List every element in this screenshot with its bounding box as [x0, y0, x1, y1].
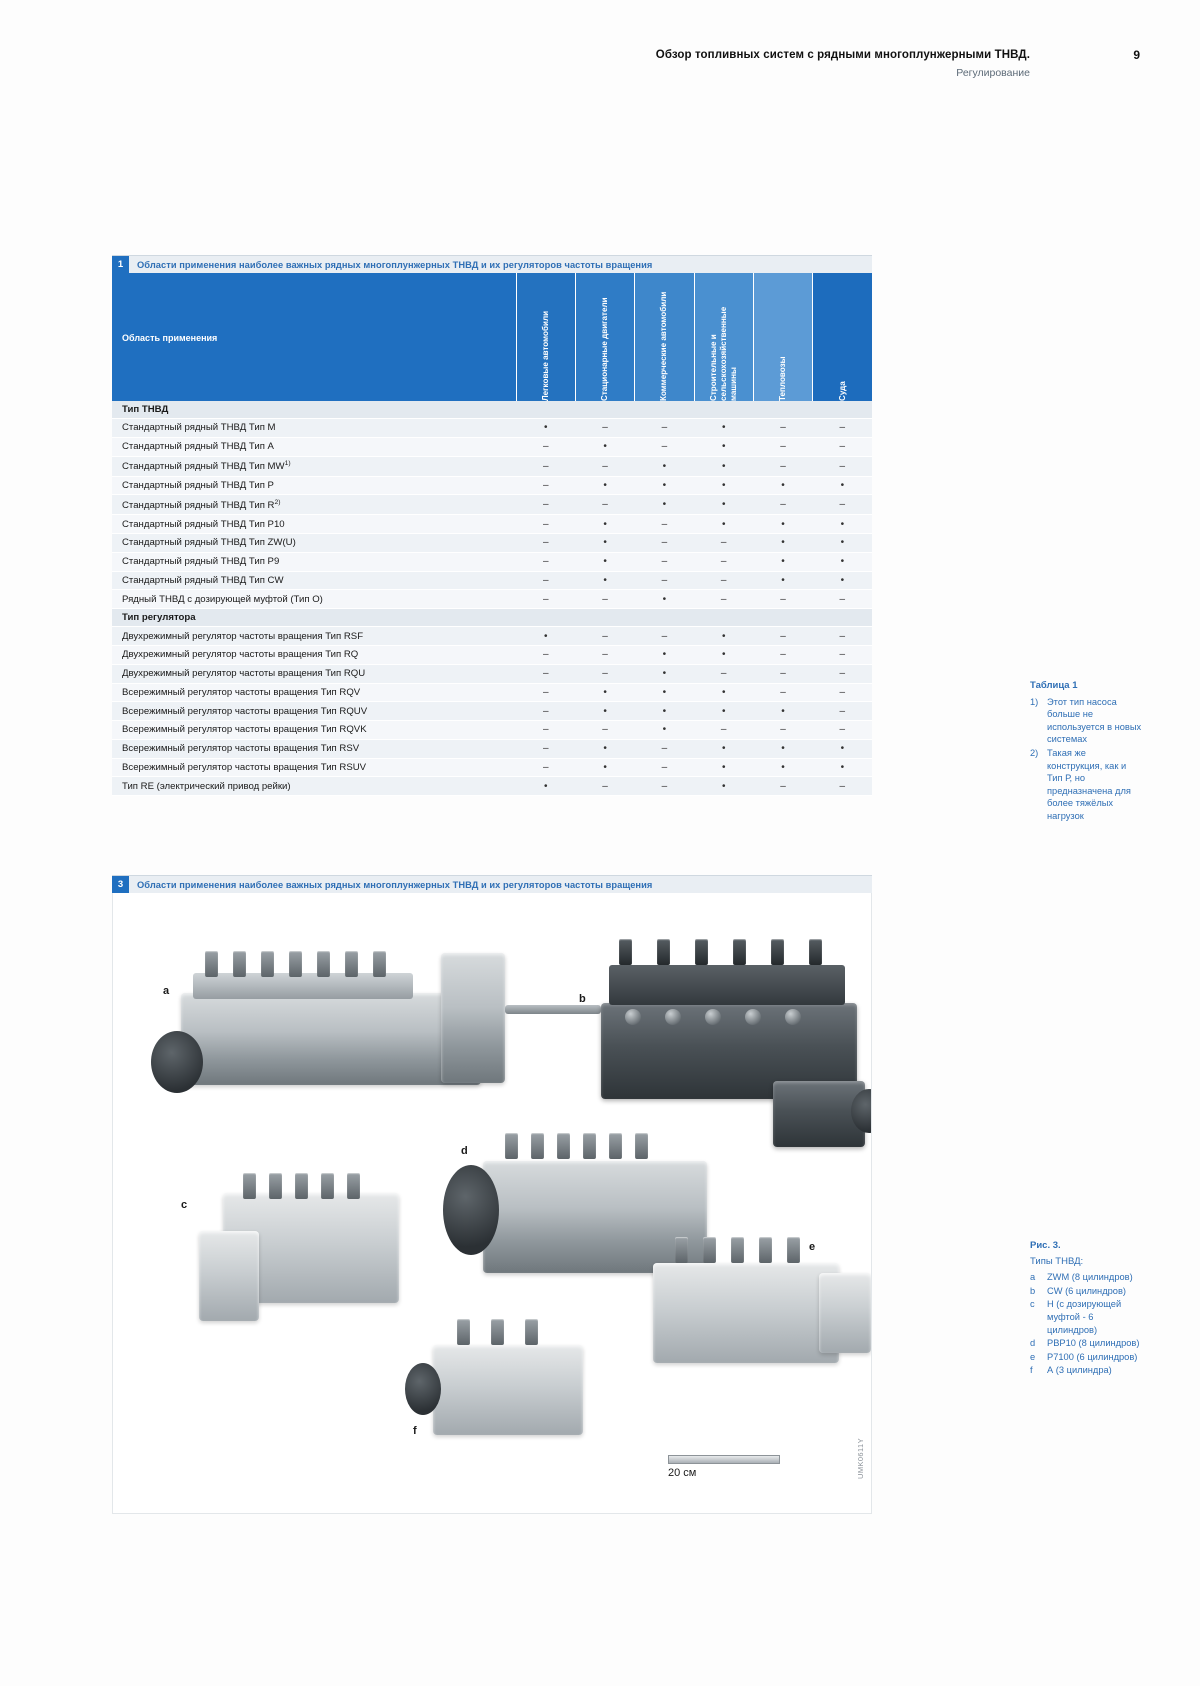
pump-b-head [609, 965, 845, 1005]
note-item-key: b [1030, 1285, 1036, 1296]
table-footnote [1030, 680, 1142, 824]
table-row-label [112, 645, 516, 664]
table-cell-mark: • [694, 739, 753, 758]
table-row [112, 739, 872, 758]
table-row-label [112, 702, 516, 721]
table-cell-mark: – [635, 758, 694, 777]
pump-a-plunger [289, 951, 302, 977]
table-cell-mark: – [575, 664, 634, 683]
note-item-text: А (3 цилиндра) [1047, 1365, 1112, 1376]
table-cell-mark: • [575, 571, 634, 590]
table-block [112, 255, 872, 796]
table-cell-mark: • [635, 702, 694, 721]
table-cell-mark: – [516, 515, 575, 534]
table-row-label-text: Стандартный рядный ТНВД Тип R [122, 499, 275, 511]
note-item-text: Такая же конструкция, как и Тип Р, но предназначена для более тяжёлых нагрузок [1047, 747, 1131, 821]
table-row-label-text: Двухрежимный регулятор частоты вращения Тип RQ [122, 649, 359, 661]
table-row-label-text: Всережимный регулятор частоты вращения Тип RQUV [122, 705, 368, 717]
pump-b-plunger [771, 939, 784, 965]
pump-a-shaft [505, 1005, 601, 1014]
table-cell-mark: • [694, 437, 753, 456]
table-row-label [112, 552, 516, 571]
note-item [1030, 1337, 1142, 1350]
table-row [112, 534, 872, 553]
table-cell-mark: • [813, 571, 872, 590]
pump-a-plunger [345, 951, 358, 977]
table-row [112, 758, 872, 777]
pump-a-plunger [373, 951, 386, 977]
table-cell-mark: – [516, 534, 575, 553]
table-cell-mark: • [694, 476, 753, 495]
table-cell-mark: – [635, 552, 694, 571]
table-cell-mark: – [753, 419, 812, 438]
pump-illustration-d [483, 1161, 707, 1273]
table-cell-mark: • [813, 739, 872, 758]
application-table [112, 273, 872, 796]
table-cell-mark: – [516, 495, 575, 515]
table-cell-mark: – [635, 534, 694, 553]
table-row-label [112, 590, 516, 609]
note-item [1030, 1271, 1142, 1284]
table-cell-mark: – [516, 645, 575, 664]
table-cell-mark: – [635, 571, 694, 590]
pump-e-plunger [787, 1237, 800, 1263]
pump-d-plunger [531, 1133, 544, 1159]
table-cell-mark: • [753, 476, 812, 495]
table-cell-mark: • [813, 534, 872, 553]
figure-credit: UMK0611Y [856, 1438, 865, 1479]
table-cell-mark: – [516, 552, 575, 571]
pump-d-plunger [583, 1133, 596, 1159]
pump-f-plunger [457, 1319, 470, 1345]
table-cell-mark: – [813, 683, 872, 702]
note-item [1030, 1351, 1142, 1364]
table-cell-mark: – [635, 419, 694, 438]
pump-f-drive-flange [405, 1363, 441, 1415]
table-cell-mark: • [694, 419, 753, 438]
table-row [112, 721, 872, 740]
footnote-marker: 1) [284, 459, 291, 467]
pump-c-plunger [321, 1173, 334, 1199]
table-row-label-text: Всережимный регулятор частоты вращения Тип RQV [122, 686, 361, 698]
note-item-key: c [1030, 1299, 1035, 1310]
table-cell-mark: – [694, 534, 753, 553]
table-cell-mark: • [575, 552, 634, 571]
table-row-label-text: Стандартный рядный ТНВД Тип М [122, 422, 276, 434]
table-cell-mark: • [753, 534, 812, 553]
figure-legend-subtitle: Типы ТНВД: [1030, 1255, 1084, 1267]
table-cell-mark: • [694, 627, 753, 646]
table-row [112, 456, 872, 476]
table-header-row [112, 273, 872, 401]
table-row [112, 590, 872, 609]
pump-d-plunger [557, 1133, 570, 1159]
table-row-label [112, 758, 516, 777]
table-cell-mark: – [813, 777, 872, 796]
pump-e-plunger [731, 1237, 744, 1263]
table-header-col-1: Стационарные двигатели [575, 273, 634, 401]
note-item-key: 1) [1030, 696, 1039, 707]
table-cell-mark: – [516, 456, 575, 476]
table-row-label [112, 437, 516, 456]
pump-illustration-e [653, 1263, 839, 1363]
table-cell-mark: • [575, 702, 634, 721]
table-cell-mark: • [635, 664, 694, 683]
table-cell-mark: – [753, 664, 812, 683]
pump-c-governor [199, 1231, 259, 1321]
table-row-label-text: Стандартный рядный ТНВД Тип MW [122, 461, 285, 473]
table-cell-mark: • [813, 515, 872, 534]
table-row-label [112, 683, 516, 702]
table-row [112, 645, 872, 664]
table-cell-mark: – [575, 419, 634, 438]
table-row [112, 552, 872, 571]
table-cell-mark: – [753, 645, 812, 664]
table-row-label [112, 456, 516, 476]
scale-bar-graphic [668, 1455, 780, 1464]
table-cell-mark: • [694, 456, 753, 476]
page-header [120, 48, 1140, 94]
pump-d-plunger [635, 1133, 648, 1159]
table-cell-mark: • [635, 721, 694, 740]
table-row-label [112, 571, 516, 590]
table-cell-mark: – [635, 627, 694, 646]
table-cell-mark: – [575, 645, 634, 664]
table-cell-mark: • [753, 739, 812, 758]
table-cell-mark: • [635, 590, 694, 609]
figure-caption [112, 875, 872, 893]
table-cell-mark: – [694, 590, 753, 609]
note-item-key: f [1030, 1365, 1033, 1376]
pump-a-drive-flange [151, 1031, 203, 1093]
pump-b-cap [785, 1009, 801, 1025]
table-cell-mark: – [516, 683, 575, 702]
scale-bar-label: 20 см [668, 1467, 697, 1479]
table-cell-mark: – [813, 627, 872, 646]
table-row-label [112, 495, 516, 515]
table-row-label-text: Стандартный рядный ТНВД Тип Р9 [122, 556, 280, 568]
pump-e-plunger [675, 1237, 688, 1263]
table-cell-mark: • [516, 627, 575, 646]
pump-d-plunger [505, 1133, 518, 1159]
figure-label-f: f [413, 1425, 417, 1437]
table-row [112, 419, 872, 438]
table-cell-mark: • [575, 739, 634, 758]
table-cell-mark: – [635, 777, 694, 796]
table-row-label [112, 476, 516, 495]
table-cell-mark: • [753, 702, 812, 721]
table-cell-mark: – [753, 777, 812, 796]
figure-image-area [112, 893, 872, 1514]
table-caption [112, 255, 872, 273]
table-cell-mark: – [753, 590, 812, 609]
pump-illustration-a [181, 993, 481, 1085]
table-header-col-3: Строительные и сельскохозяйственные машины [694, 273, 753, 401]
table-row-label-text: Двухрежимный регулятор частоты вращения Тип RSF [122, 630, 364, 642]
pump-c-plunger [347, 1173, 360, 1199]
table-cell-mark: • [635, 476, 694, 495]
table-cell-mark: • [753, 758, 812, 777]
pump-b-plunger [657, 939, 670, 965]
table-row-label [112, 739, 516, 758]
table-cell-mark: – [813, 645, 872, 664]
table-row-label-text: Стандартный рядный ТНВД Тип Р10 [122, 518, 285, 530]
pump-c-plunger [295, 1173, 308, 1199]
pump-d-drive-flange [443, 1165, 499, 1255]
table-footnote-title: Таблица 1 [1030, 680, 1078, 691]
table-cell-mark: • [813, 758, 872, 777]
table-row [112, 515, 872, 534]
table-row-label-text: Стандартный рядный ТНВД Тип CW [122, 575, 284, 587]
pump-c-plunger [269, 1173, 282, 1199]
table-section-title: Тип ТНВД [112, 401, 872, 419]
table-cell-mark: • [575, 534, 634, 553]
table-row-label [112, 777, 516, 796]
table-cell-mark: – [813, 456, 872, 476]
table-cell-mark: • [694, 683, 753, 702]
table-cell-mark: • [635, 456, 694, 476]
pump-b-plunger [733, 939, 746, 965]
table-row-label-text: Всережимный регулятор частоты вращения Тип RQVK [122, 724, 367, 736]
pump-illustration-f [433, 1345, 583, 1435]
pump-b-plunger [619, 939, 632, 965]
table-cell-mark: • [753, 571, 812, 590]
table-cell-mark: • [575, 437, 634, 456]
table-row-label-text: Всережимный регулятор частоты вращения Тип RSV [122, 743, 360, 755]
pump-b-cap [705, 1009, 721, 1025]
table-cell-mark: – [813, 437, 872, 456]
pump-f-plunger [525, 1319, 538, 1345]
table-cell-mark: – [516, 739, 575, 758]
table-cell-mark: – [516, 476, 575, 495]
figure-label-d: d [461, 1145, 468, 1157]
table-cell-mark: – [516, 590, 575, 609]
note-item-text: CW (6 цилиндров) [1047, 1285, 1126, 1296]
table-body [112, 401, 872, 796]
note-item [1030, 1364, 1142, 1377]
pump-a-plunger [261, 951, 274, 977]
table-cell-mark: • [575, 758, 634, 777]
table-cell-mark: • [694, 495, 753, 515]
table-row [112, 476, 872, 495]
table-row-label [112, 664, 516, 683]
table-row-label-text: Стандартный рядный ТНВД Тип ZW(U) [122, 537, 296, 549]
table-cell-mark: – [753, 437, 812, 456]
table-row-label [112, 627, 516, 646]
note-item-text: P7100 (6 цилиндров) [1047, 1351, 1138, 1362]
table-header-col-2: Коммерческие автомобили [635, 273, 694, 401]
footnote-marker: 2) [274, 498, 281, 506]
table-cell-mark: • [694, 758, 753, 777]
pump-e-plunger [703, 1237, 716, 1263]
table-cell-mark: • [635, 683, 694, 702]
table-cell-mark: – [516, 437, 575, 456]
table-header-col-4: Тепловозы [753, 273, 812, 401]
page-number: 9 [1133, 48, 1140, 62]
table-cell-mark: • [813, 552, 872, 571]
table-header-col-5: Суда [813, 273, 872, 401]
pump-c-plunger [243, 1173, 256, 1199]
note-item-key: 2) [1030, 747, 1039, 758]
pump-a-plunger [205, 951, 218, 977]
table-cell-mark: – [753, 627, 812, 646]
table-cell-mark: – [694, 571, 753, 590]
table-row-label-text: Стандартный рядный ТНВД Тип А [122, 441, 274, 453]
header-titles [656, 48, 1030, 81]
note-item-key: e [1030, 1351, 1036, 1362]
pump-b-cap [745, 1009, 761, 1025]
table-cell-mark: – [813, 664, 872, 683]
table-cell-mark: – [694, 664, 753, 683]
note-item [1030, 1285, 1142, 1298]
pump-e-governor [819, 1273, 871, 1353]
table-row-label [112, 721, 516, 740]
table-row [112, 495, 872, 515]
table-cell-mark: • [516, 777, 575, 796]
figure-label-b: b [579, 993, 586, 1005]
table-cell-mark: • [813, 476, 872, 495]
figure-label-c: c [181, 1199, 188, 1211]
table-cell-mark: – [813, 495, 872, 515]
table-cell-mark: – [575, 456, 634, 476]
table-row [112, 702, 872, 721]
table-cell-mark: – [575, 627, 634, 646]
table-caption-text: Области применения наиболее важных рядных многоплунжерных ТНВД и их регуляторов частоты вращения [137, 259, 653, 270]
page-title: Обзор топливных систем с рядными многоплунжерными ТНВД. [655, 49, 1030, 61]
table-row-label-text: Стандартный рядный ТНВД Тип Р [122, 479, 274, 491]
table-row [112, 627, 872, 646]
table-row-label-text: Всережимный регулятор частоты вращения Тип RSUV [122, 762, 367, 774]
figure-caption-text: Области применения наиболее важных рядных многоплунжерных ТНВД и их регуляторов частоты вращения [137, 879, 653, 890]
table-cell-mark: – [813, 590, 872, 609]
table-cell-mark: • [575, 476, 634, 495]
table-cell-mark: – [813, 721, 872, 740]
table-cell-mark: • [694, 702, 753, 721]
figure-block [112, 875, 872, 1514]
table-cell-mark: • [575, 515, 634, 534]
figure-legend-title: Рис. 3. [1030, 1240, 1061, 1251]
table-row-label [112, 419, 516, 438]
table-cell-mark: • [635, 645, 694, 664]
table-row-label-text: Тип RE (электрический привод рейки) [122, 780, 291, 792]
table-cell-mark: – [575, 777, 634, 796]
table-row [112, 683, 872, 702]
table-cell-mark: – [753, 721, 812, 740]
note-item-key: a [1030, 1272, 1036, 1283]
table-cell-mark: – [694, 721, 753, 740]
note-item-text: Этот тип насоса больше не используется в новых системах [1047, 696, 1142, 745]
pump-e-plunger [759, 1237, 772, 1263]
table-row [112, 571, 872, 590]
pump-b-cap [665, 1009, 681, 1025]
table-row-label [112, 515, 516, 534]
table-cell-mark: – [516, 702, 575, 721]
table-cell-mark: – [635, 437, 694, 456]
note-item-text: ZWM (8 цилиндров) [1047, 1272, 1133, 1283]
pump-b-plunger [695, 939, 708, 965]
figure-label-e: e [809, 1241, 816, 1253]
note-item-text: Н (с дозирующей муфтой - 6 цилиндров) [1047, 1299, 1122, 1335]
figure-legend [1030, 1240, 1142, 1378]
table-cell-mark: – [635, 739, 694, 758]
table-cell-mark: • [753, 552, 812, 571]
table-cell-mark: – [753, 495, 812, 515]
table-section-row [112, 401, 872, 419]
pump-d-plunger [609, 1133, 622, 1159]
table-cell-mark: – [575, 590, 634, 609]
page-subtitle: Регулирование [956, 67, 1030, 79]
table-caption-number: 1 [112, 256, 129, 273]
table-cell-mark: • [575, 683, 634, 702]
pump-a-plunger [233, 951, 246, 977]
figure-caption-number: 3 [112, 876, 129, 893]
table-row-label [112, 534, 516, 553]
table-cell-mark: – [516, 758, 575, 777]
table-cell-mark: – [813, 702, 872, 721]
table-cell-mark: – [516, 664, 575, 683]
table-cell-mark: – [813, 419, 872, 438]
scale-bar [668, 1455, 780, 1479]
note-item-key: d [1030, 1338, 1036, 1349]
table-row-label-text: Рядный ТНВД с дозирующей муфтой (Тип О) [122, 593, 323, 605]
table-cell-mark: • [694, 777, 753, 796]
table-row [112, 437, 872, 456]
table-row [112, 664, 872, 683]
table-cell-mark: • [753, 515, 812, 534]
pump-f-plunger [491, 1319, 504, 1345]
table-cell-mark: – [575, 721, 634, 740]
table-section-title: Тип регулятора [112, 609, 872, 627]
table-cell-mark: – [694, 552, 753, 571]
pump-b-plunger [809, 939, 822, 965]
table-cell-mark: – [516, 571, 575, 590]
table-row [112, 777, 872, 796]
table-header-col-0: Легковые автомобили [516, 273, 575, 401]
table-cell-mark: – [753, 456, 812, 476]
table-cell-mark: – [575, 495, 634, 515]
table-cell-mark: • [694, 515, 753, 534]
pump-b-cap [625, 1009, 641, 1025]
note-item [1030, 747, 1142, 823]
table-cell-mark: • [635, 495, 694, 515]
pump-a-plunger [317, 951, 330, 977]
table-section-row [112, 609, 872, 627]
pump-a-governor [441, 953, 505, 1083]
note-item [1030, 1298, 1142, 1336]
table-row-label-text: Двухрежимный регулятор частоты вращения Тип RQU [122, 668, 366, 680]
table-cell-mark: – [516, 721, 575, 740]
table-cell-mark: – [635, 515, 694, 534]
table-cell-mark: • [694, 645, 753, 664]
table-header-rowlabel: Область применения [112, 273, 516, 401]
note-item-text: PBP10 (8 цилиндров) [1047, 1338, 1140, 1349]
figure-label-a: a [163, 985, 170, 997]
note-item [1030, 696, 1142, 746]
table-cell-mark: • [516, 419, 575, 438]
table-cell-mark: – [753, 683, 812, 702]
